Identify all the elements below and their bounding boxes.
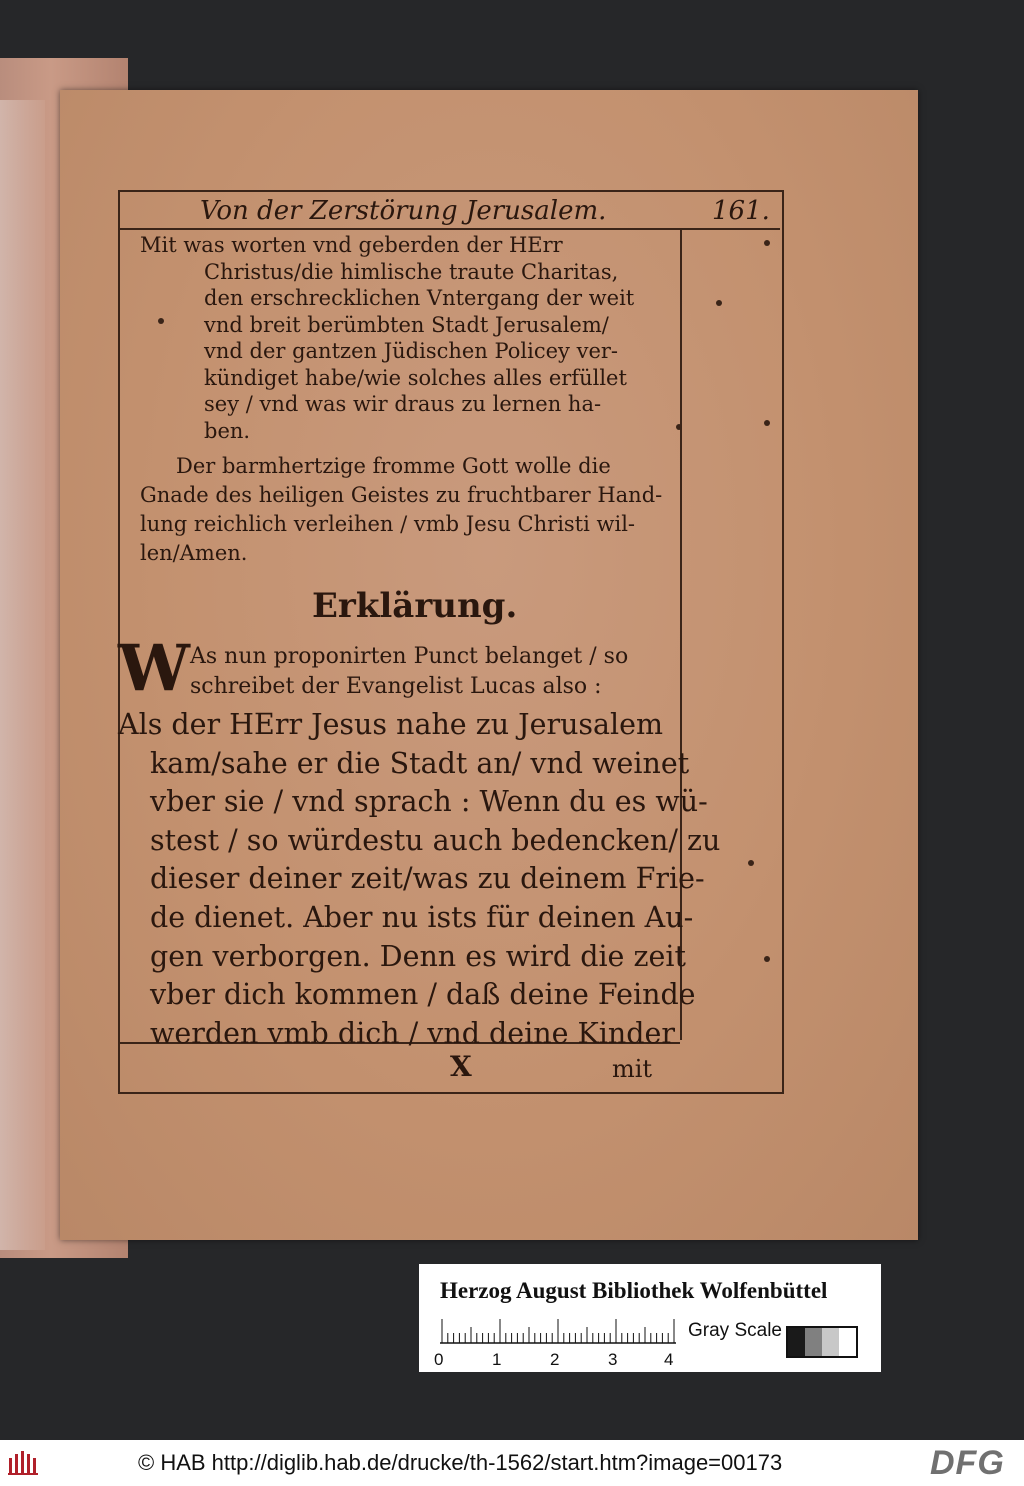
signature-mark: X [450,1050,472,1083]
ruler-number: 0 [434,1350,444,1369]
margin-dot [716,300,722,306]
decorated-initial: W [118,631,190,706]
text-line: dieser deiner zeit/was zu deinem Frie- [150,862,705,896]
margin-dot [764,420,770,426]
text-line: kündiget habe/wie solches alles erfüllet [204,365,627,390]
ruler-number: 2 [550,1350,560,1369]
text-line: vnd der gantzen Jüdischen Policey ver- [204,339,619,363]
text-line: vber dich kommen / daß deine Feinde [150,978,696,1012]
text-line: ben. [204,418,251,443]
ruler-number: 3 [608,1350,618,1369]
text-line: lung reichlich verleihen / vmb Jesu Christi wil- [140,512,636,536]
text-line: sey / vnd was wir draus zu lernen ha- [204,392,602,416]
text-line: vber sie / vnd sprach : Wenn du es wü- [150,785,708,819]
gray-scale-label: Gray Scale [688,1320,782,1341]
margin-dot [158,318,164,324]
scripture-quote [118,706,720,1053]
text-line: Christus/die himlische traute Charitas, [204,259,619,284]
margin-dot [764,956,770,962]
gray-swatch [822,1328,839,1356]
paragraph-2 [140,452,662,568]
text-line: schreibet der Evangelist Lucas also : [190,674,602,699]
ruler-number: 1 [492,1350,502,1369]
paragraph-1 [140,232,634,444]
text-line: stest / so würdestu auch bedencken/ zu [150,823,721,857]
margin-dot [748,860,754,866]
text-line: Der barmhertzige fromme Gott wolle die [176,454,611,478]
page-number: 161. [712,196,770,226]
intro-paragraph [190,642,628,702]
footer-copyright-link[interactable]: © HAB http://diglib.hab.de/drucke/th-1562/start.htm?image=00173 [138,1450,783,1475]
library-name: Herzog August Bibliothek Wolfenbüttel [440,1278,828,1303]
cm-ruler [440,1318,676,1344]
text-line: As nun proponirten Punct belanget / so [190,644,629,669]
gray-swatch [788,1328,805,1356]
catchword: mit [612,1055,653,1083]
margin-dot [764,240,770,246]
gray-scale-swatch [786,1326,858,1358]
text-line: Mit was worten vnd geberden der HErr [140,233,563,257]
hab-logo-icon [8,1450,42,1476]
gray-swatch [839,1328,856,1356]
ruler-number: 4 [664,1350,674,1369]
text-line: len/Amen. [140,541,248,565]
text-line: Als der HErr Jesus nahe zu Jerusalem [118,708,664,741]
text-line: vnd breit berümbten Stadt Jerusalem/ [204,312,609,337]
text-line: den erschrecklichen Vntergang der weit [204,286,635,310]
dfg-logo: DFG [930,1444,1005,1482]
text-line: de dienet. Aber nu ists für deinen Au- [150,900,694,934]
text-line: werden vmb dich / vnd deine Kinder [150,1016,675,1050]
spine-gloss [0,100,45,1250]
text-line: gen verborgen. Denn es wird die zeit [150,939,686,973]
running-header: Von der Zerstörung Jerusalem. [200,196,607,226]
section-heading: Erklärung. [312,586,518,626]
text-line: kam/sahe er die Stadt an/ vnd weinet [150,746,690,780]
text-line: Gnade des heiligen Geistes zu fruchtbarer Hand- [140,483,663,507]
margin-dot [676,424,682,430]
gray-swatch [805,1328,822,1356]
